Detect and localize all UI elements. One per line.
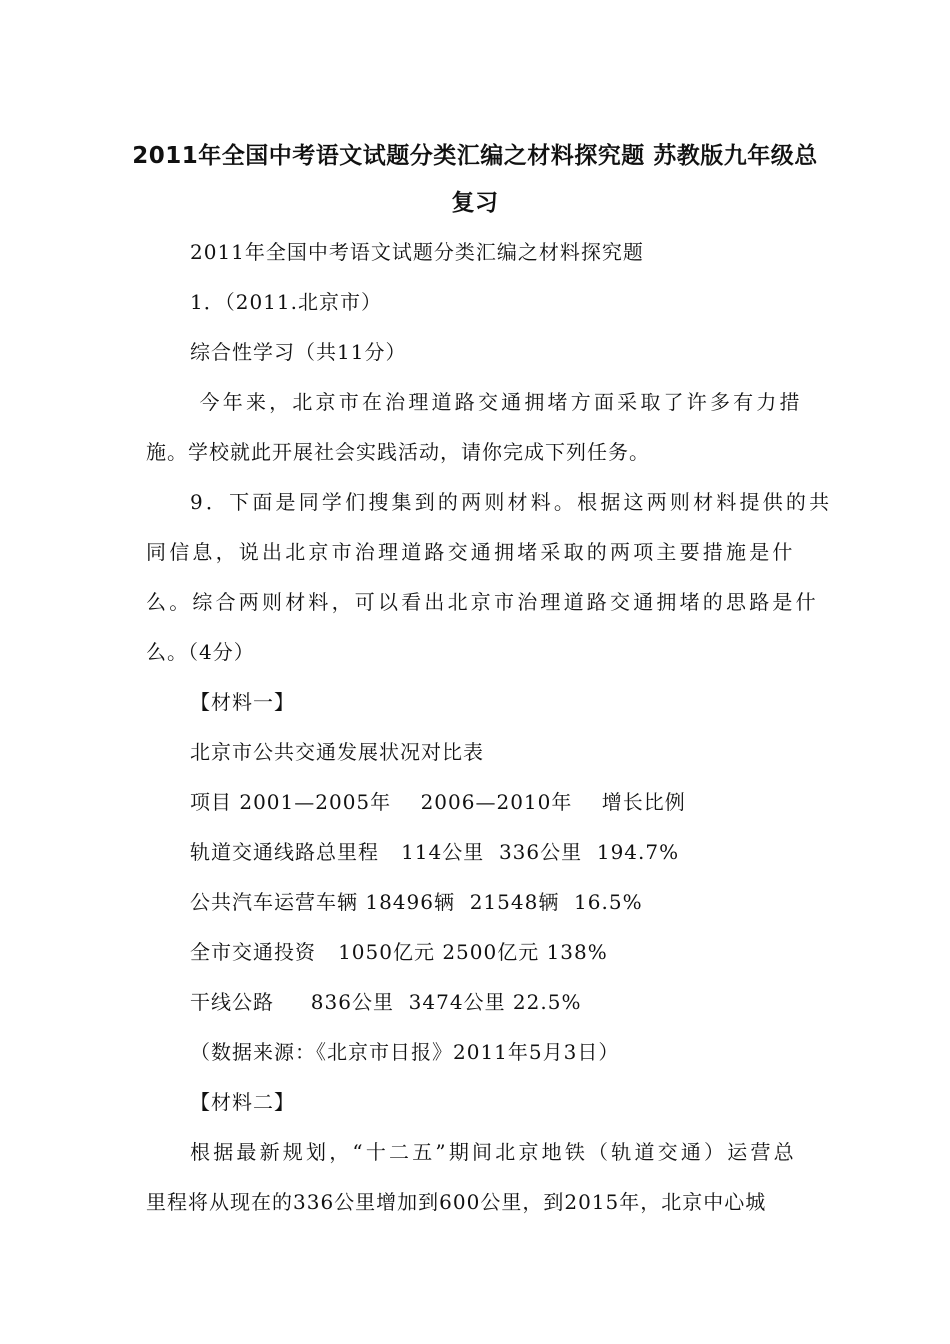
section-heading-line: 综合性学习（共11分）: [190, 340, 407, 364]
table-row: 公共汽车运营车辆 18496辆 21548辆 16.5%: [190, 890, 643, 914]
subtitle-line: 2011年全国中考语文试题分类汇编之材料探究题: [190, 240, 644, 264]
question-source-line: 1．（2011.北京市）: [190, 290, 382, 314]
material-heading: 【材料一】: [190, 690, 295, 714]
table-row: 项目 2001—2005年 2006—2010年 增长比例: [190, 790, 686, 814]
paragraph-line: 里程将从现在的336公里增加到600公里，到2015年，北京中心城: [146, 1190, 767, 1214]
paragraph-line: 今年来，北京市在治理道路交通拥堵方面采取了许多有力措: [190, 390, 803, 414]
table-row: 轨道交通线路总里程 114公里 336公里 194.7%: [190, 840, 680, 864]
paragraph-line: 施。学校就此开展社会实践活动，请你完成下列任务。: [146, 440, 650, 464]
document-title: 2011年全国中考语文试题分类汇编之材料探究题 苏教版九年级总: [132, 143, 818, 169]
paragraph-line: 根据最新规划，“十二五”期间北京地铁（轨道交通）运营总: [190, 1140, 797, 1164]
question-line: 么。综合两则材料，可以看出北京市治理道路交通拥堵的思路是什: [146, 590, 819, 614]
question-line: 9．下面是同学们搜集到的两则材料。根据这两则材料提供的共: [190, 490, 833, 514]
question-line: 同信息，说出北京市治理道路交通拥堵采取的两项主要措施是什: [146, 540, 796, 564]
document-title-continued: 复习: [451, 190, 499, 216]
table-row: 干线公路 836公里 3474公里 22.5%: [190, 990, 582, 1014]
material-heading: 【材料二】: [190, 1090, 295, 1114]
question-line: 么。（4分）: [146, 640, 255, 664]
table-row: 全市交通投资 1050亿元 2500亿元 138%: [190, 940, 608, 964]
data-source-line: （数据来源：《北京市日报》2011年5月3日）: [190, 1040, 620, 1064]
table-caption: 北京市公共交通发展状况对比表: [190, 740, 484, 764]
